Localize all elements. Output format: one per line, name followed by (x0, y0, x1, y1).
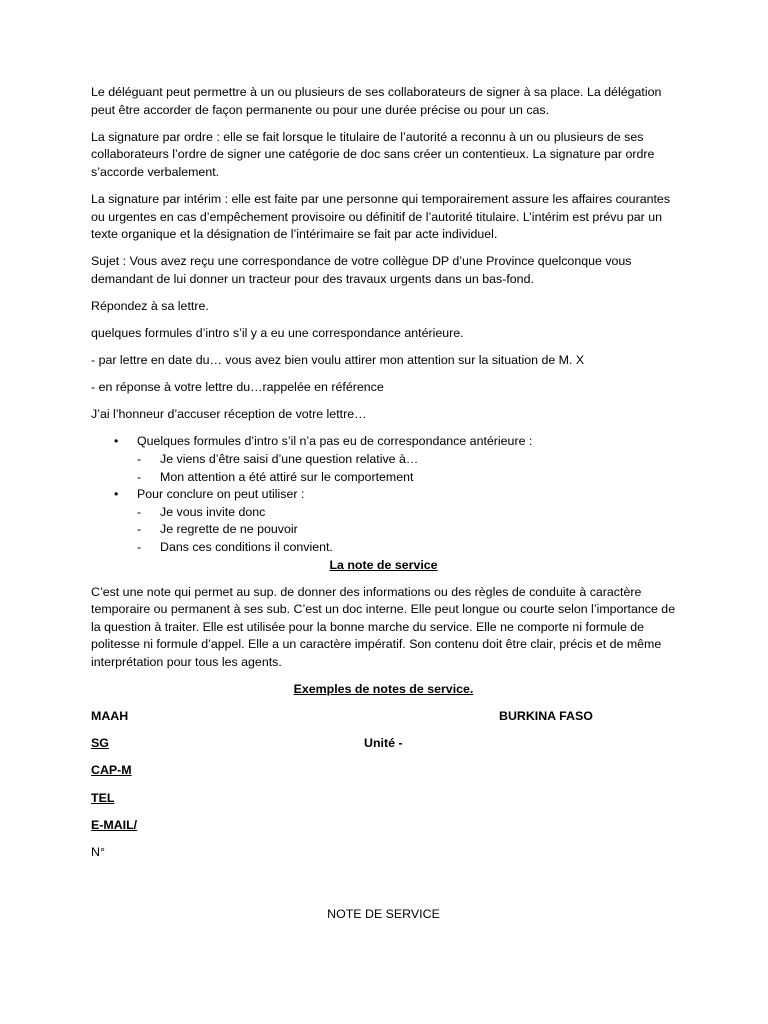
capm-label: CAP-M (91, 763, 132, 778)
header-row-maah (91, 708, 676, 726)
bullet-list (91, 433, 676, 556)
document-page (91, 84, 676, 921)
bullet-item-text: Quelques formules d’intro s’il n’a pas eu de correspondance antérieure : (137, 434, 533, 449)
header-row-sg (91, 735, 676, 753)
dash-item: - Je viens d’être saisi d’une question relative à… (137, 451, 676, 469)
country-label: BURKINA FASO (499, 709, 593, 724)
paragraph-repondez: Répondez à sa lettre. (91, 298, 209, 313)
examples-heading: Exemples de notes de service. (293, 682, 474, 697)
bullet-item (91, 486, 676, 556)
paragraph-signature-par-ordre: La signature par ordre : elle se fait lorsque le titulaire de l’autorité a reconnu à un ou plusieurs de ses collaborateurs l’ordre de signer une catégorie de doc sans créer un contentieux. La signature par ordre s’accorde verbalement. (91, 129, 655, 179)
note-de-service-title: NOTE DE SERVICE (327, 907, 440, 921)
paragraph-formules-intro: quelques formules d’intro s’il y a eu une correspondance antérieure. (91, 326, 464, 341)
paragraph-honneur: J’ai l’honneur d’accuser réception de votre lettre… (91, 407, 367, 422)
paragraph-signature-par-interim: La signature par intérim : elle est faite par une personne qui temporairement assure les affaires courantes ou urgentes en cas d’empêchement provisoire ou définitif de l’autorité titulaire. L’intérim est prévu par un texte organique et la désignation de l’intérimaire se fait par acte individuel. (91, 191, 671, 242)
unite-label: Unité - (364, 736, 403, 751)
paragraph-en-reponse: - en réponse à votre lettre du…rappelée en référence (91, 380, 384, 395)
note-de-service-heading: La note de service (329, 557, 438, 572)
bullet-item-text: Pour conclure on peut utiliser : (137, 487, 305, 502)
header-row-tel (91, 790, 676, 808)
note-de-service-body: C’est une note qui permet au sup. de donner des informations ou des règles de conduite à caractère temporaire ou permanent à ses sub. C’est un doc interne. Elle peut longue ou courte selon l’importance de la question à traiter. Elle est utilisée pour la bonne marche du service. Elle ne comporte ni formule de politesse ni formule d’appel. Elle a un caractère impératif. Son contenu doit être clair, précis et de même interprétation pour tous les agents. (91, 584, 676, 670)
paragraph-sujet: Sujet : Vous avez reçu une correspondance de votre collègue DP d’une Province quelconque vous demandant de lui donner un tracteur pour des travaux urgents dans un bas-fond. (91, 254, 632, 286)
ministry-label: MAAH (91, 709, 129, 724)
dash-list (137, 451, 676, 486)
email-label: E-MAIL/ (91, 817, 138, 832)
bullet-item (91, 433, 676, 486)
dash-item: - Dans ces conditions il convient. (137, 539, 676, 557)
header-row-number (91, 844, 676, 862)
dash-list (137, 504, 676, 557)
header-row-email (91, 817, 676, 835)
sg-label: SG (91, 736, 109, 751)
dash-item: - Je vous invite donc (137, 504, 676, 522)
paragraph-delegation: Le déléguant peut permettre à un ou plusieurs de ses collaborateurs de signer à sa place. La délégation peut être accorder de façon permanente ou pour une durée précise ou pour un cas. (91, 85, 662, 117)
number-label: N° (91, 844, 105, 859)
tel-label: TEL (91, 790, 115, 805)
dash-item: - Mon attention a été attiré sur le comportement (137, 469, 676, 487)
dash-item: - Je regrette de ne pouvoir (137, 521, 676, 539)
paragraph-par-lettre: - par lettre en date du… vous avez bien voulu attirer mon attention sur la situation de M. X (91, 353, 585, 368)
header-row-capm (91, 762, 676, 780)
